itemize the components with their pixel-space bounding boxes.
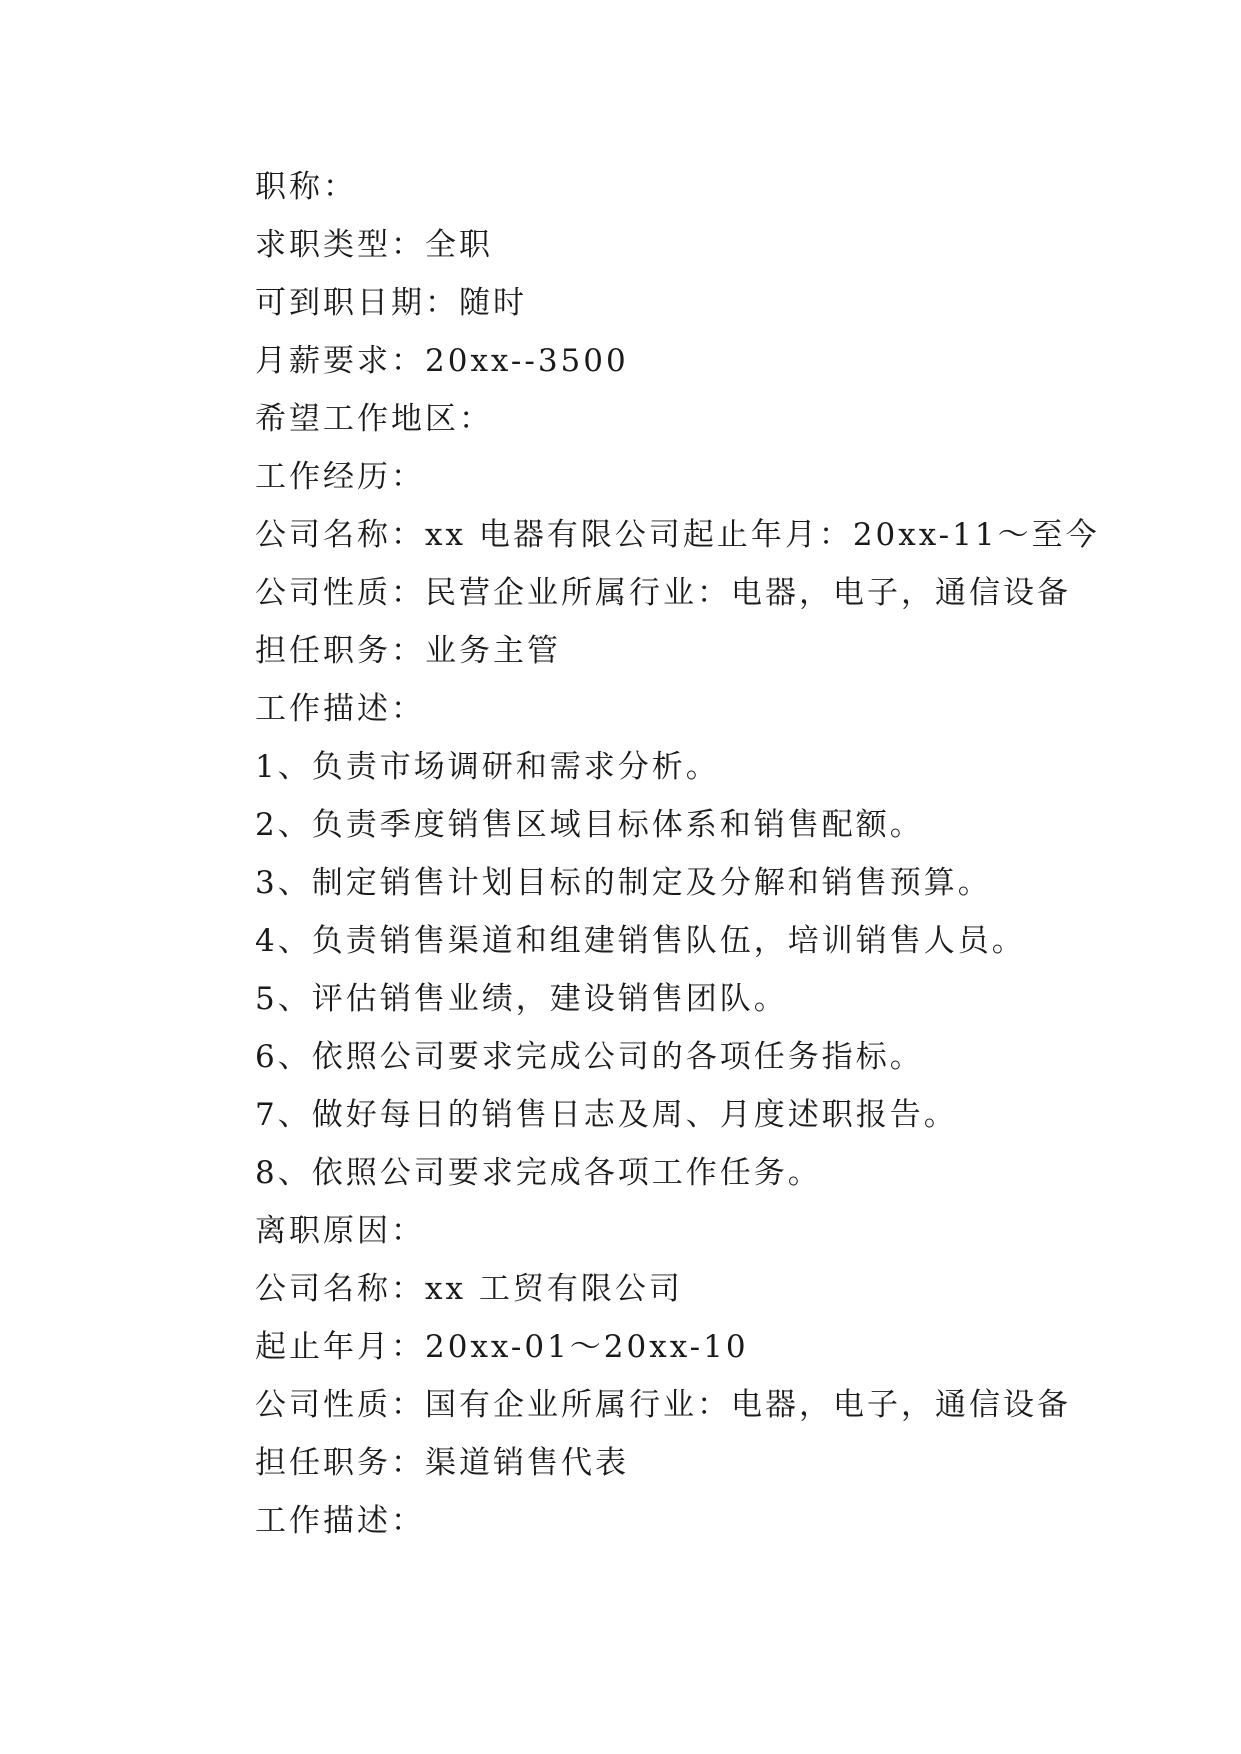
section-heading-work-experience: 工作经历： — [255, 459, 425, 495]
job1-position: 担任职务：业务主管 — [255, 633, 561, 669]
job2-description-heading: 工作描述： — [255, 1503, 425, 1539]
job1-duty-8: 8、依照公司要求完成各项工作任务。 — [255, 1155, 822, 1191]
job1-duty-5: 5、评估销售业绩，建设销售团队。 — [255, 981, 788, 1017]
job1-leaving-reason: 离职原因： — [255, 1213, 425, 1249]
job1-company-period: 公司名称：xx 电器有限公司起止年月：20xx-11～至今 — [255, 517, 1100, 553]
job1-company-type-industry: 公司性质：民营企业所属行业：电器，电子，通信设备 — [255, 575, 1071, 611]
job1-duty-3: 3、制定销售计划目标的制定及分解和销售预算。 — [255, 865, 992, 901]
document-body — [255, 158, 1115, 1550]
field-job-title: 职称： — [255, 169, 357, 205]
job1-duty-1: 1、负责市场调研和需求分析。 — [255, 749, 720, 785]
job2-company-type-industry: 公司性质：国有企业所属行业：电器，电子，通信设备 — [255, 1387, 1071, 1423]
job2-company-name: 公司名称：xx 工贸有限公司 — [255, 1271, 683, 1307]
field-salary: 月薪要求：20xx--3500 — [255, 343, 629, 379]
job1-duty-2: 2、负责季度销售区域目标体系和销售配额。 — [255, 807, 924, 843]
field-job-type: 求职类型：全职 — [255, 227, 493, 263]
job2-position: 担任职务：渠道销售代表 — [255, 1445, 629, 1481]
field-available-date: 可到职日期：随时 — [255, 285, 527, 321]
job1-duty-4: 4、负责销售渠道和组建销售队伍，培训销售人员。 — [255, 923, 1026, 959]
field-desired-location: 希望工作地区： — [255, 401, 493, 437]
job1-description-heading: 工作描述： — [255, 691, 425, 727]
job1-duty-6: 6、依照公司要求完成公司的各项任务指标。 — [255, 1039, 924, 1075]
job2-period: 起止年月：20xx-01～20xx-10 — [255, 1329, 749, 1365]
job1-duty-7: 7、做好每日的销售日志及周、月度述职报告。 — [255, 1097, 958, 1133]
